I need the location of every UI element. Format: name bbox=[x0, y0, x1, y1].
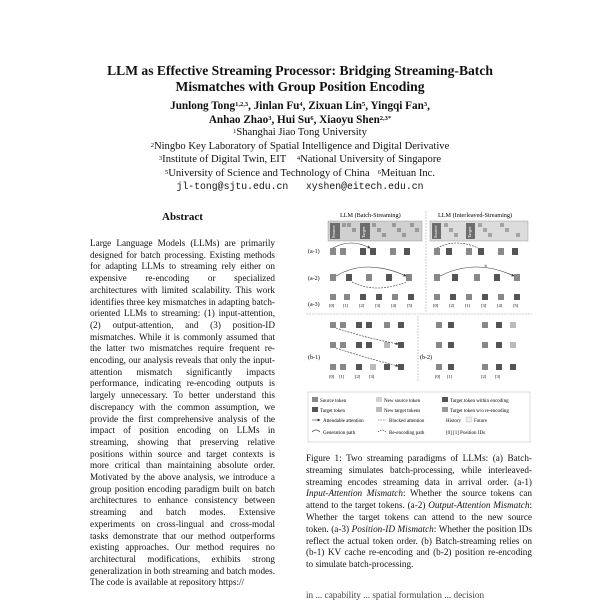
legend-swatch bbox=[312, 397, 318, 402]
title-line-2: Mismatches with Group Position Encoding bbox=[175, 79, 425, 94]
svg-text:Blocked attention: Blocked attention bbox=[389, 419, 425, 424]
email-link[interactable]: xyshen@eitech.edu.cn bbox=[305, 181, 424, 192]
panel-right-title: LLM (Interleaved-Streaming) bbox=[438, 212, 513, 219]
svg-text:[0]: [0] bbox=[329, 374, 335, 379]
svg-text:[4]: [4] bbox=[391, 303, 397, 308]
svg-text:History: History bbox=[446, 419, 461, 424]
author: Anhao Zhao$^3$ bbox=[208, 114, 272, 126]
svg-text:[5]: [5] bbox=[407, 303, 413, 308]
blocked-x-icon: × bbox=[484, 264, 488, 270]
svg-text:Future: Future bbox=[474, 419, 488, 424]
body-text-fragment: in ... capability ... spatial formulation ... decision bbox=[306, 590, 485, 600]
svg-text:Target token: Target token bbox=[320, 409, 345, 414]
author: Jinlan Fu$^4$ bbox=[253, 100, 303, 112]
author: Yingqi Fan$^3$ bbox=[370, 100, 428, 112]
author: Hui Su$^6$ bbox=[277, 114, 314, 126]
svg-text:Target token w/o re-encoding: Target token w/o re-encoding bbox=[450, 409, 509, 414]
attention-arc bbox=[333, 243, 370, 248]
row-label: (a-1) bbox=[308, 249, 320, 255]
legend-swatch bbox=[376, 407, 382, 412]
svg-text:New source token: New source token bbox=[384, 399, 421, 404]
svg-text:Re-encoding path: Re-encoding path bbox=[389, 431, 425, 436]
row-b1 bbox=[329, 322, 404, 379]
figure-legend bbox=[308, 392, 530, 442]
legend-swatch bbox=[376, 397, 382, 402]
figure-caption: Figure 1: Two streaming paradigms of LLMs: (a) Batch-streaming simulates batch-processing, while interleaved-streaming encodes streaming data in arrival order. (a-1) Input-Attention Mismatch: Whether the source tokens can attend to the target tokens. (a-2) Output-Attention Mismatch: Whether the target tokens can attend to the new source token. (a-3) Position-ID Mismatch: Whether the position IDs reflect the actual token order. (b) Batch-streaming relies on (b-1) KV cache re-encoding and (b-2) position re-encoding to simulate batch-processing. bbox=[306, 453, 533, 570]
target-label: Target bbox=[467, 226, 472, 238]
row-label: (a-3) bbox=[308, 302, 320, 308]
attention-matrix-left bbox=[328, 221, 422, 241]
token-row bbox=[330, 294, 520, 300]
svg-text:Attendable attention: Attendable attention bbox=[323, 419, 364, 424]
svg-text:Target token within encoding: Target token within encoding bbox=[450, 399, 509, 404]
svg-text:[2]: [2] bbox=[481, 374, 487, 379]
row-label: (b-1) bbox=[308, 355, 320, 361]
svg-text:[3]: [3] bbox=[481, 303, 487, 308]
abstract-text: Large Language Models (LLMs) are primarily designed for batch processing. Existing methods for adapting LLMs to streaming rely either on expensive re-encoding or specialized architectures with limited scalability. This work identifies three key mismatches in adapting batch-oriented LLMs to streaming: (1) input-attention, (2) output-attention, and (3) position-ID mismatches. While it is commonly assumed that the latter two mismatches require frequent re-encoding, our analysis reveals that only the input-attention mismatch significantly impacts performance, indicating re-encoding outputs is largely unnecessary. To better understand this discrepancy with the common assumption, we provide the first comprehensive analysis of the impact of position encoding on LLMs in streaming, showing that preserving relative positions within source and target contexts is more critical than maintaining absolute order. Motivated by the above analysis, we introduce a group position encoding paradigm built on batch architectures to enhance consistency between streaming and batch modes. Extensive experiments on cross-lingual and cross-modal tasks demonstrate that our method outperforms existing approaches. Our method requires no architectural modifications, exhibits strong generalization in both streaming and batch modes. The code is available at repository https:// bbox=[90, 238, 275, 588]
paper-title bbox=[40, 63, 560, 95]
svg-text:[0]: [0] bbox=[329, 303, 335, 308]
svg-text:[0]: [0] bbox=[435, 374, 441, 379]
email-line bbox=[40, 180, 560, 194]
author: Junlong Tong$^{1,2,3}$ bbox=[170, 100, 249, 112]
legend-swatch bbox=[442, 397, 448, 402]
title-line-1: LLM as Effective Streaming Processor: Bridging Streaming-Batch bbox=[107, 63, 493, 78]
figure-diagram bbox=[306, 208, 532, 444]
svg-text:[5]: [5] bbox=[513, 303, 519, 308]
legend-arrow bbox=[378, 430, 386, 432]
svg-text:[2]: [2] bbox=[355, 374, 361, 379]
svg-text:Source token: Source token bbox=[320, 399, 347, 404]
row-b2 bbox=[435, 322, 516, 379]
svg-text:[4]: [4] bbox=[497, 303, 503, 308]
reencoding-path bbox=[336, 348, 398, 366]
attention-arc bbox=[437, 243, 478, 248]
panel-left-title: LLM (Batch-Streaming) bbox=[340, 212, 401, 219]
svg-text:[3]: [3] bbox=[375, 303, 381, 308]
legend-swatch bbox=[312, 407, 318, 412]
author-list: Junlong Tong$^{1,2,3}$, Jinlan Fu$^4$, Zixuan Lin$^5$, Yingqi Fan$^3$, Anhao Zhao$^3$, Hui Su$^6$, Xiaoyu Shen$^{2,3*}$ bbox=[170, 100, 430, 126]
svg-text:[1]: [1] bbox=[447, 374, 453, 379]
row-a2 bbox=[330, 264, 520, 288]
svg-text:New target tokens: New target tokens bbox=[384, 409, 421, 414]
svg-text:[3]: [3] bbox=[495, 374, 501, 379]
position-ids bbox=[435, 374, 501, 379]
token-row bbox=[330, 274, 520, 281]
target-label: Target bbox=[361, 226, 366, 238]
position-ids bbox=[329, 303, 519, 308]
token-grid bbox=[436, 322, 516, 370]
affiliations bbox=[40, 126, 560, 194]
author: Zixuan Lin$^5$ bbox=[308, 100, 366, 112]
row-a3 bbox=[329, 294, 520, 308]
reencoding-path bbox=[336, 328, 398, 344]
affiliation: $^5$University of Science and Technology of China $^6$Meituan Inc. bbox=[164, 167, 436, 179]
token-grid bbox=[330, 322, 404, 370]
attention-matrix-right bbox=[430, 221, 528, 241]
row-a1 bbox=[330, 243, 518, 255]
row-label: (b-2) bbox=[420, 355, 432, 361]
affiliation: $^3$Institute of Digital Twin, EIT $^4$National University of Singapore bbox=[158, 154, 442, 165]
svg-text:[1]: [1] bbox=[343, 303, 349, 308]
abstract-heading: Abstract bbox=[162, 211, 203, 223]
author: Xiaoyu Shen$^{2,3*}$ bbox=[319, 114, 392, 126]
svg-text:[0] [1] Position IDs: [0] [1] Position IDs bbox=[446, 431, 486, 436]
token-row bbox=[330, 248, 518, 255]
svg-text:[2]: [2] bbox=[359, 303, 365, 308]
svg-text:Generation path: Generation path bbox=[323, 431, 356, 436]
svg-text:[3]: [3] bbox=[369, 374, 375, 379]
affiliation: $^2$Ningbo Key Laboratory of Spatial Intelligence and Digital Derivative bbox=[150, 140, 450, 152]
svg-text:[0]: [0] bbox=[433, 303, 439, 308]
legend-swatch bbox=[466, 417, 472, 422]
position-ids bbox=[329, 374, 375, 379]
email-link[interactable]: jl-tong@sjtu.edu.cn bbox=[176, 181, 289, 192]
row-label: (a-2) bbox=[308, 276, 320, 282]
svg-text:[1]: [1] bbox=[465, 303, 471, 308]
attention-arc bbox=[352, 282, 406, 288]
legend-arrow bbox=[312, 430, 320, 432]
figure-1 bbox=[306, 208, 532, 444]
affiliation: $^1$Shanghai Jiao Tong University bbox=[233, 127, 367, 138]
legend-swatch bbox=[442, 407, 448, 412]
svg-text:[1]: [1] bbox=[339, 374, 345, 379]
source-label: Source bbox=[331, 225, 336, 238]
svg-text:[2]: [2] bbox=[449, 303, 455, 308]
source-label: Source bbox=[433, 225, 438, 238]
